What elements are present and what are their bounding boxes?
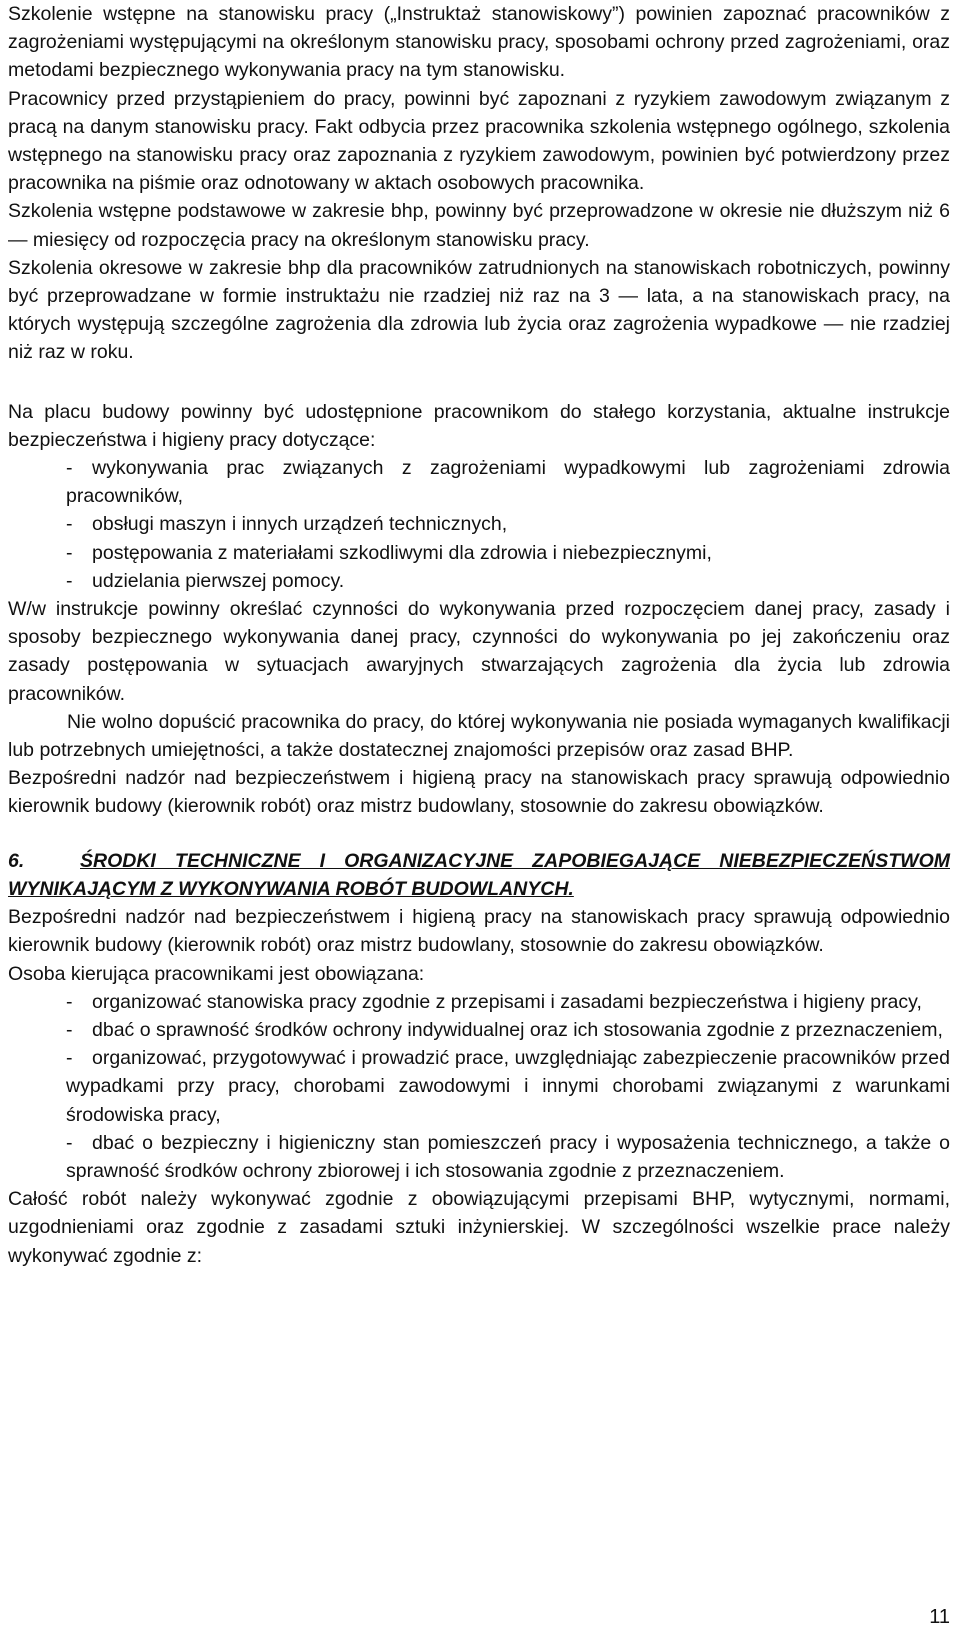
dash-bullet: - [66, 1047, 73, 1070]
list-item-text: udzielania pierwszej pomocy. [92, 569, 345, 592]
document-page [8, 0, 950, 1270]
section-heading [8, 847, 950, 903]
dash-bullet: - [66, 1018, 73, 1041]
paragraph-obligations-intro: Osoba kierująca pracownikami jest obowiązana: [8, 962, 425, 985]
paragraph-instructions-intro: Na placu budowy powinny być udostępnione pracownikom do stałego korzystania, aktualne instrukcje bezpieczeństwa i higieny pracy dotyczące: [8, 400, 950, 451]
dash-bullet: - [66, 990, 73, 1013]
list-item-text: dbać o sprawność środków ochrony indywidualnej oraz ich stosowania zgodnie z przeznaczeniem, [92, 1018, 943, 1041]
paragraph-qualifications: Nie wolno dopuścić pracownika do pracy, do której wykonywania nie posiada wymaganych kwalifikacji lub potrzebnych umiejętności, a także dostatecznej znajomości przepisów oraz zasad BHP. [8, 710, 950, 762]
paragraph-instructions-content: W/w instrukcje powinny określać czynności do wykonywania przed rozpoczęciem danej pracy, zasady i sposoby bezpiecznego wykonywania danej pracy, czynności do wykonywania po jej zakończeniu oraz zasady postępowania w sytuacjach awaryjnych stwarzających zagrożenia dla życia lub zdrowia pracowników. [8, 598, 950, 705]
instructions-list [8, 454, 950, 595]
paragraph-closing: Całość robót należy wykonywać zgodnie z obowiązującymi przepisami BHP, wytycznymi, normami, uzgodnieniami oraz zgodnie z zasadami sztuki inżynierskiej. W szczególności wszelkie prace należy wykonywać zgodnie z: [8, 1188, 950, 1267]
list-item [8, 539, 950, 567]
paragraph-occupational-risk: Pracownicy przed przystąpieniem do pracy, powinni być zapoznani z ryzykiem zawodowym związanym z pracą na danym stanowisku pracy. Fakt odbycia przez pracownika szkolenia wstępnego ogólnego, szkolenia wstępnego na stanowisku pracy oraz zapoznania z ryzykiem zawodowym, powinien być potwierdzony przez pracownika na piśmie oraz odnotowany w aktach osobowych pracownika. [8, 87, 950, 195]
dash-bullet: - [66, 1131, 73, 1154]
list-item [8, 1044, 950, 1129]
list-item [8, 988, 950, 1016]
list-item-text: postępowania z materiałami szkodliwymi dla zdrowia i niebezpiecznymi, [92, 541, 712, 564]
obligations-list [8, 988, 950, 1185]
dash-bullet: - [66, 569, 73, 592]
paragraph-supervision-section: Bezpośredni nadzór nad bezpieczeństwem i higieną pracy na stanowiskach pracy sprawują odpowiednio kierownik budowy (kierownik robót) oraz mistrz budowlany, stosownie do zakresu obowiązków. [8, 906, 950, 957]
list-item-text: dbać o bezpieczny i higieniczny stan pomieszczeń pracy i wyposażenia technicznego, a także o sprawność środków ochrony zbiorowej i ich stosowania zgodnie z przeznaczeniem. [66, 1131, 950, 1182]
paragraph-periodic-training: Szkolenia okresowe w zakresie bhp dla pracowników zatrudnionych na stanowiskach robotniczych, powinny być przeprowadzane w formie instruktażu nie rzadziej niż raz na 3 — lata, a na stanowiskach pracy, na których występują szczególne zagrożenia dla zdrowia lub życia oraz zagrożenia wypadkowe — nie rzadziej niż raz w roku. [8, 256, 950, 364]
spacer [8, 821, 950, 847]
list-item-text: organizować stanowiska pracy zgodnie z przepisami i zasadami bezpieczeństwa i higieny pracy, [92, 990, 922, 1013]
dash-bullet: - [66, 541, 73, 564]
dash-bullet: - [66, 457, 73, 480]
list-item [8, 1016, 950, 1044]
list-item [8, 510, 950, 538]
list-item-text: organizować, przygotowywać i prowadzić prace, uwzględniając zabezpieczenie pracowników przed wypadkami przy pracy, chorobami zawodowymi i innymi chorobami związanymi z warunkami środowiska pracy, [66, 1047, 950, 1126]
list-item-text: obsługi maszyn i innych urządzeń technicznych, [92, 513, 508, 536]
section-number: 6. [8, 849, 25, 872]
list-item [8, 567, 950, 595]
page-number: 11 [929, 1606, 950, 1628]
paragraph-basic-training: Szkolenia wstępne podstawowe w zakresie bhp, powinny być przeprowadzone w okresie nie dłuższym niż 6 — miesięcy od rozpoczęcia pracy na określonym stanowisku pracy. [8, 200, 950, 251]
list-item [8, 1129, 950, 1185]
section-title: ŚRODKI TECHNICZNE I ORGANIZACYJNE ZAPOBIEGAJĄCE NIEBEZPIECZEŃSTWOM WYNIKAJĄCYM Z WYKONYWANIA ROBÓT BUDOWLANYCH. [8, 849, 950, 900]
list-item [8, 454, 950, 510]
spacer [8, 367, 950, 398]
list-item-text: wykonywania prac związanych z zagrożeniami wypadkowymi lub zagrożeniami zdrowia pracowników, [66, 457, 950, 508]
paragraph-supervision: Bezpośredni nadzór nad bezpieczeństwem i higieną pracy na stanowiskach pracy sprawują odpowiednio kierownik budowy (kierownik robót) oraz mistrz budowlany, stosownie do zakresu obowiązków. [8, 767, 950, 818]
paragraph-workplace-training: Szkolenie wstępne na stanowisku pracy („Instruktaż stanowiskowy”) powinien zapoznać pracowników z zagrożeniami występującymi na określonym stanowisku pracy, sposobami ochrony przed zagrożeniami, oraz metodami bezpiecznego wykonywania pracy na tym stanowisku. [8, 3, 950, 82]
dash-bullet: - [66, 513, 73, 536]
